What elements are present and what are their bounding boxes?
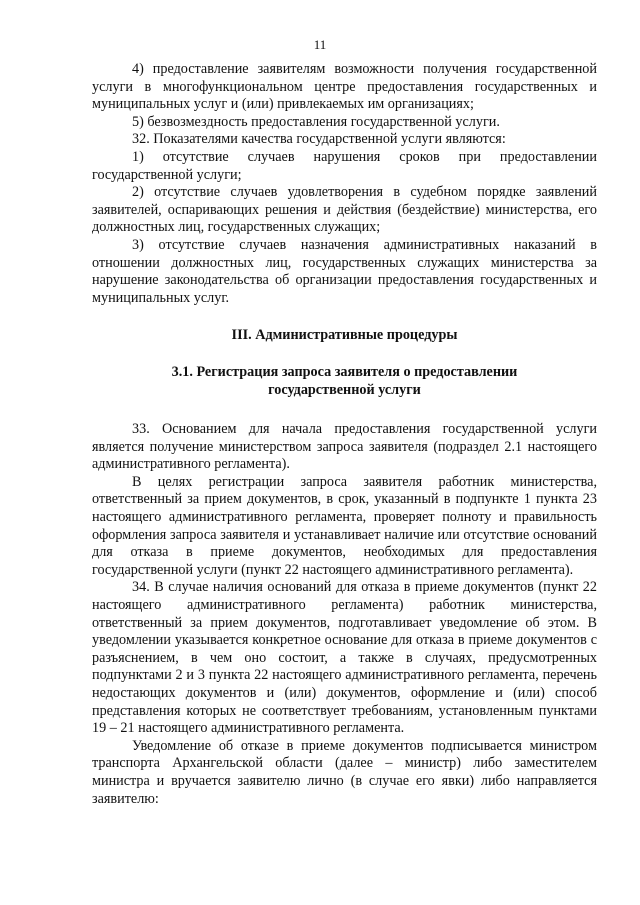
paragraph: 34. В случае наличия оснований для отказа в приеме документов (пункт 22 настоящего административного регламента) работник министерства, ответственный за прием документов, подготавливает уведомление об этом. В уведомлении указывается конкретное основание для отказа в приеме документов с разъяснением, в чем оно состоит, а также в случаях, предусмотренных подпунктами 2 и 3 пункта 22 настоящего административного регламента, перечень недостающих документов и (или) документов, оформление и (или) способ представления которых не соответствует требованиям, установленным пунктами 19 – 21 настоящего административного регламента. [92, 579, 597, 737]
paragraph: 33. Основанием для начала предоставления государственной услуги является получение министерством запроса заявителя (подраздел 2.1 настоящего административного регламента). [92, 421, 597, 473]
paragraph: 1) отсутствие случаев нарушения сроков при предоставлении государственной услуги; [92, 148, 597, 183]
document-body [92, 61, 597, 808]
paragraph: В целях регистрации запроса заявителя работник министерства, ответственный за прием документов, в срок, указанный в подпункте 1 пункта 23 настоящего административного регламента, проверяет полноту и правильность оформления запроса заявителя и устанавливает наличие или отсутствие оснований для отказа в приеме документов, необходимых для предоставления государственной услуги (пункт 22 настоящего административного регламента). [92, 473, 597, 578]
subsection-heading: 3.1. Регистрация запроса заявителя о предоставлении государственной услуги [171, 363, 518, 398]
section-heading: III. Административные процедуры [231, 327, 458, 344]
paragraph: 2) отсутствие случаев удовлетворения в судебном порядке заявлений заявителей, оспаривающих решения и действия (бездействие) министерства, его должностных лиц, государственных служащих; [92, 184, 597, 236]
paragraph: 4) предоставление заявителям возможности получения государственной услуги в многофункциональном центре предоставления государственных и муниципальных услуг и (или) привлекаемых им организациях; [92, 61, 597, 113]
paragraph: 3) отсутствие случаев назначения административных наказаний в отношении должностных лиц, государственных служащих министерства за нарушение законодательства об организации предоставления государственных и муниципальных услуг. [92, 236, 597, 306]
paragraph: Уведомление об отказе в приеме документов подписывается министром транспорта Архангельской области (далее – министр) либо заместителем министра и вручается заявителю лично (в случае его явки) либо направляется заявителю: [92, 737, 597, 807]
paragraph: 5) безвозмездность предоставления государственной услуги. [132, 113, 500, 130]
paragraph: 32. Показателями качества государственной услуги являются: [132, 131, 506, 148]
page-number: 11 [313, 37, 327, 52]
